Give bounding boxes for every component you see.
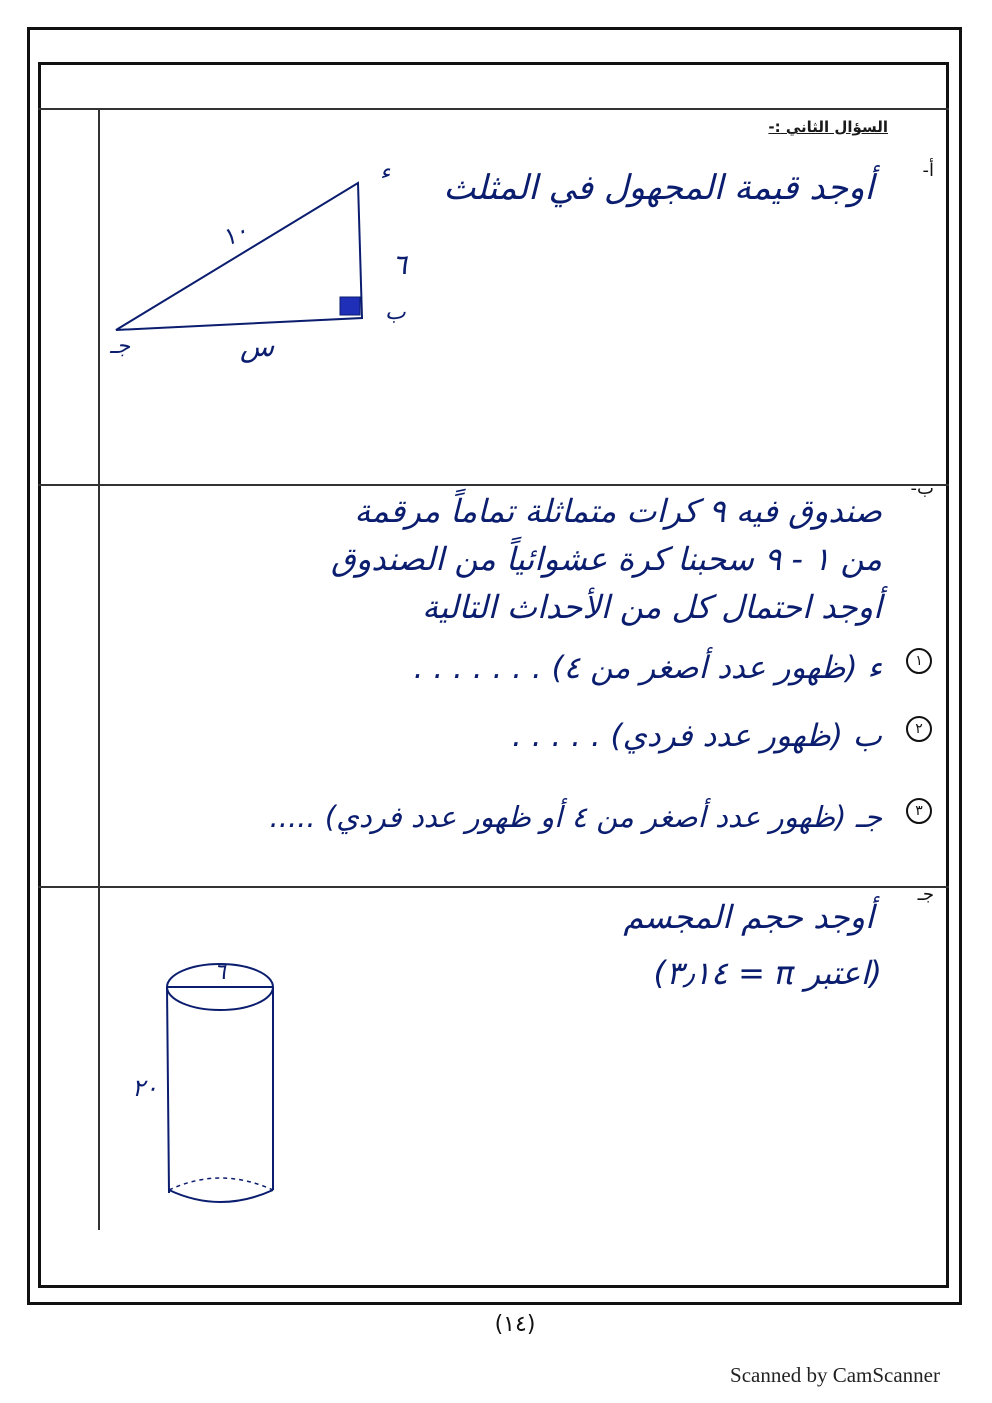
cylinder-bottom-back bbox=[169, 1178, 273, 1190]
part-a-label: أ- bbox=[922, 160, 934, 181]
triangle-hypotenuse-label: ١٠ bbox=[217, 215, 253, 253]
cylinder-height-label: ٢٠ bbox=[132, 1074, 158, 1102]
item-1-text: ء (ظهور عدد أصغر من ٤) . . . . . . . bbox=[413, 650, 882, 686]
part-b-label: ب- bbox=[910, 478, 934, 499]
cylinder-diameter-label: ٦ bbox=[214, 960, 226, 985]
triangle-vertex-left-label: جـ bbox=[110, 334, 131, 359]
triangle-base-label: س bbox=[240, 330, 275, 363]
part-b-line-3: أوجد احتمال كل من الأحداث التالية bbox=[422, 588, 882, 626]
page-number: (١٤) bbox=[494, 1312, 536, 1337]
cylinder-bottom-front bbox=[169, 1190, 273, 1202]
triangle-vertex-right-label: ب bbox=[385, 300, 406, 325]
cylinder-left-side bbox=[167, 987, 169, 1193]
part-b-line-1: صندوق فيه ٩ كرات متماثلة تماماً مرقمة bbox=[354, 492, 882, 530]
part-c-line-2: (اعتبر π = ٣٫١٤) bbox=[653, 954, 882, 992]
item-2-text: ب (ظهور عدد فردي) . . . . . bbox=[512, 718, 882, 754]
part-c-line-1: أوجد حجم المجسم bbox=[623, 898, 874, 936]
scanner-watermark: Scanned by CamScanner bbox=[730, 1363, 940, 1387]
question-heading: السؤال الثاني :- bbox=[768, 118, 888, 136]
item-2-number: ٢ bbox=[906, 716, 932, 742]
item-1-number: ١ bbox=[906, 648, 932, 674]
part-a-text: أوجد قيمة المجهول في المثلث bbox=[443, 168, 874, 208]
part-c-label: جـ bbox=[917, 884, 934, 905]
triangle-vertex-top-label: ء bbox=[380, 160, 391, 185]
part-b-line-2: من ١ - ٩ سحبنا كرة عشوائياً من الصندوق bbox=[331, 540, 882, 578]
item-3-number: ٣ bbox=[906, 798, 932, 824]
triangle-vertical-side-label: ٦ bbox=[392, 248, 408, 281]
item-3-text: جـ (ظهور عدد أصغر من ٤ أو ظهور عدد فردي) ..... bbox=[269, 800, 882, 834]
